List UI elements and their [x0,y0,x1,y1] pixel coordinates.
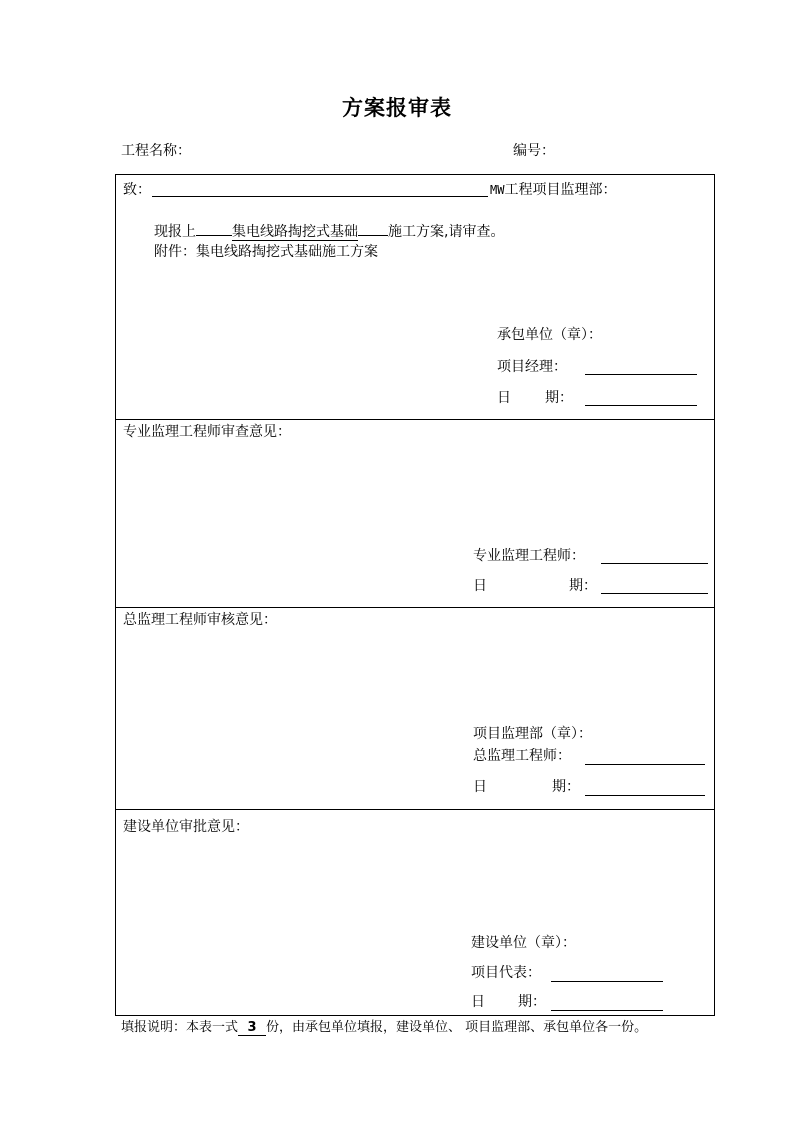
date-label-period: 期： [552,779,580,795]
project-name-label: 工程名称： [121,143,191,159]
date-label-period: 期： [545,390,573,406]
date-blank[interactable] [601,593,708,594]
submission-suffix: 施工方案,请审查。 [388,224,505,240]
supervising-engineer-label: 专业监理工程师： [473,548,585,564]
instructions-suffix: 份，由承包单位填报，建设单位、 项目监理部、承包单位各一份。 [266,1020,648,1035]
filling-instructions [121,1018,647,1038]
supervision-dept-text: 工程项目监理部： [504,182,617,198]
date-blank[interactable] [551,1010,663,1011]
date-label-day: 日 [473,578,487,594]
attachment-line: 附件：集电线路掏挖式基础施工方案 [154,244,378,260]
supervision-dept-seal-label: 项目监理部（章）： [473,726,592,742]
contractor-seal-label: 承包单位（章）： [497,327,602,343]
form-number-label: 编号： [513,143,555,159]
engineer-review-heading: 专业监理工程师审查意见： [123,424,291,440]
date-label-day: 日 [473,779,487,795]
section-divider [115,809,715,810]
project-rep-blank[interactable] [551,981,663,982]
chief-engineer-label: 总监理工程师： [473,748,571,764]
owner-approval-heading: 建设单位审批意见： [123,819,249,835]
form-table [115,174,715,1016]
recipient-blank[interactable] [152,196,488,197]
section-divider [115,419,715,420]
owner-seal-label: 建设单位（章）： [471,935,576,951]
form-title: 方案报审表 [342,95,452,120]
date-label-period: 期： [518,994,546,1010]
date-blank[interactable] [585,405,697,406]
copies-count: 3 [238,1020,266,1036]
to-label: 致： [123,182,151,198]
project-code: MW [490,183,505,197]
project-rep-label: 项目代表： [471,965,541,981]
section-divider [115,607,715,608]
date-blank[interactable] [585,795,705,796]
chief-engineer-blank[interactable] [585,764,705,765]
submission-prefix: 现报上 [154,224,196,240]
supervising-engineer-blank[interactable] [601,563,708,564]
date-label-day: 日 [471,994,485,1010]
instructions-prefix: 填报说明：本表一式 [121,1020,239,1035]
submission-line [154,221,504,242]
submission-item: 集电线路掏挖式基础 [232,224,358,240]
chief-review-heading: 总监理工程师审核意见： [123,612,277,628]
date-label-day: 日 [497,390,511,406]
project-manager-blank[interactable] [585,374,697,375]
date-label-period: 期： [569,578,597,594]
project-manager-label: 项目经理： [497,359,567,375]
